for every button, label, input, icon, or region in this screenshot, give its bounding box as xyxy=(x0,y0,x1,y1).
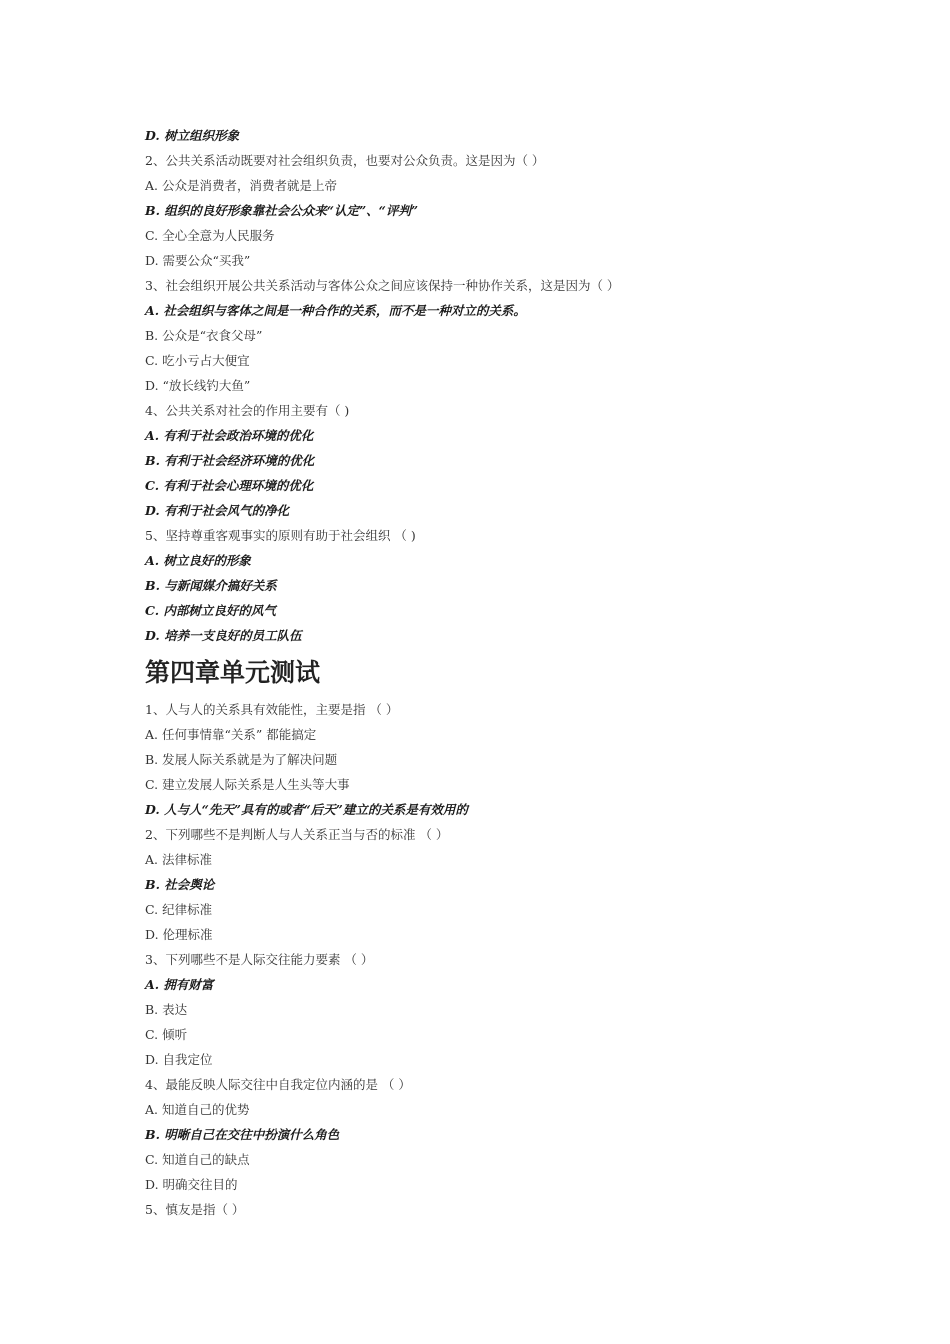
answer-option: D. 有利于社会风气的净化 xyxy=(145,503,290,518)
question-text: 5、坚持尊重客观事实的原则有助于社会组织 （ ) xyxy=(145,528,416,543)
option-text: D. “放长线钓大鱼” xyxy=(145,378,251,393)
option-text: B. 公众是“衣食父母” xyxy=(145,328,263,343)
option-text: A. 知道自己的优势 xyxy=(145,1102,250,1117)
answer-option: C. 内部树立良好的风气 xyxy=(145,603,276,618)
question-text: 5、慎友是指（ ） xyxy=(145,1202,245,1217)
answer-option: D. 树立组织形象 xyxy=(145,128,240,143)
option-text: D. 明确交往目的 xyxy=(145,1177,238,1192)
option-text: C. 知道自己的缺点 xyxy=(145,1152,250,1167)
answer-option: C. 有利于社会心理环境的优化 xyxy=(145,478,314,493)
option-text: D. 需要公众“买我” xyxy=(145,253,251,268)
answer-option: B. 与新闻媒介搞好关系 xyxy=(145,578,277,593)
option-text: A. 法律标准 xyxy=(145,852,212,867)
question-text: 1、人与人的关系具有效能性，主要是指 （ ） xyxy=(145,702,399,717)
option-text: C. 纪律标准 xyxy=(145,902,213,917)
option-text: A. 任何事情靠“关系” 都能搞定 xyxy=(145,727,317,742)
answer-option: B. 组织的良好形象靠社会公众来“认定”、“评判” xyxy=(145,203,419,218)
question-text: 2、公共关系活动既要对社会组织负责，也要对公众负责。这是因为（ ） xyxy=(145,153,545,168)
answer-option: A. 树立良好的形象 xyxy=(145,553,251,568)
option-text: C. 倾听 xyxy=(145,1027,188,1042)
answer-option: A. 有利于社会政治环境的优化 xyxy=(145,428,314,443)
answer-option: D. 人与人“先天”具有的或者“后天”建立的关系是有效用的 xyxy=(145,802,468,817)
chapter4-questions xyxy=(145,697,845,1222)
question-text: 2、下列哪些不是判断人与人关系正当与否的标准 （ ） xyxy=(145,827,449,842)
answer-option: D. 培养一支良好的员工队伍 xyxy=(145,628,302,643)
question-text: 4、最能反映人际交往中自我定位内涵的是 （ ） xyxy=(145,1077,411,1092)
option-text: A. 公众是消费者，消费者就是上帝 xyxy=(145,178,337,193)
option-text: B. 发展人际关系就是为了解决问题 xyxy=(145,752,338,767)
option-text: D. 自我定位 xyxy=(145,1052,213,1067)
answer-option: B. 社会舆论 xyxy=(145,877,215,892)
answer-option: B. 有利于社会经济环境的优化 xyxy=(145,453,315,468)
option-text: C. 建立发展人际关系是人生头等大事 xyxy=(145,777,350,792)
document-content xyxy=(145,123,845,1222)
answer-option: B. 明晰自己在交往中扮演什么角色 xyxy=(145,1127,340,1142)
chapter4-heading: 第四章单元测试 xyxy=(145,658,321,687)
question-text: 4、公共关系对社会的作用主要有（ ) xyxy=(145,403,350,418)
option-text: D. 伦理标准 xyxy=(145,927,213,942)
chapter3-questions xyxy=(145,123,845,648)
option-text: B. 表达 xyxy=(145,1002,188,1017)
answer-option: A. 社会组织与客体之间是一种合作的关系，而不是一种对立的关系。 xyxy=(145,303,526,318)
option-text: C. 全心全意为人民服务 xyxy=(145,228,275,243)
question-text: 3、下列哪些不是人际交往能力要素 （ ） xyxy=(145,952,374,967)
answer-option: A. 拥有财富 xyxy=(145,977,214,992)
question-text: 3、社会组织开展公共关系活动与客体公众之间应该保持一种协作关系，这是因为（ ） xyxy=(145,278,620,293)
option-text: C. 吃小亏占大便宜 xyxy=(145,353,250,368)
